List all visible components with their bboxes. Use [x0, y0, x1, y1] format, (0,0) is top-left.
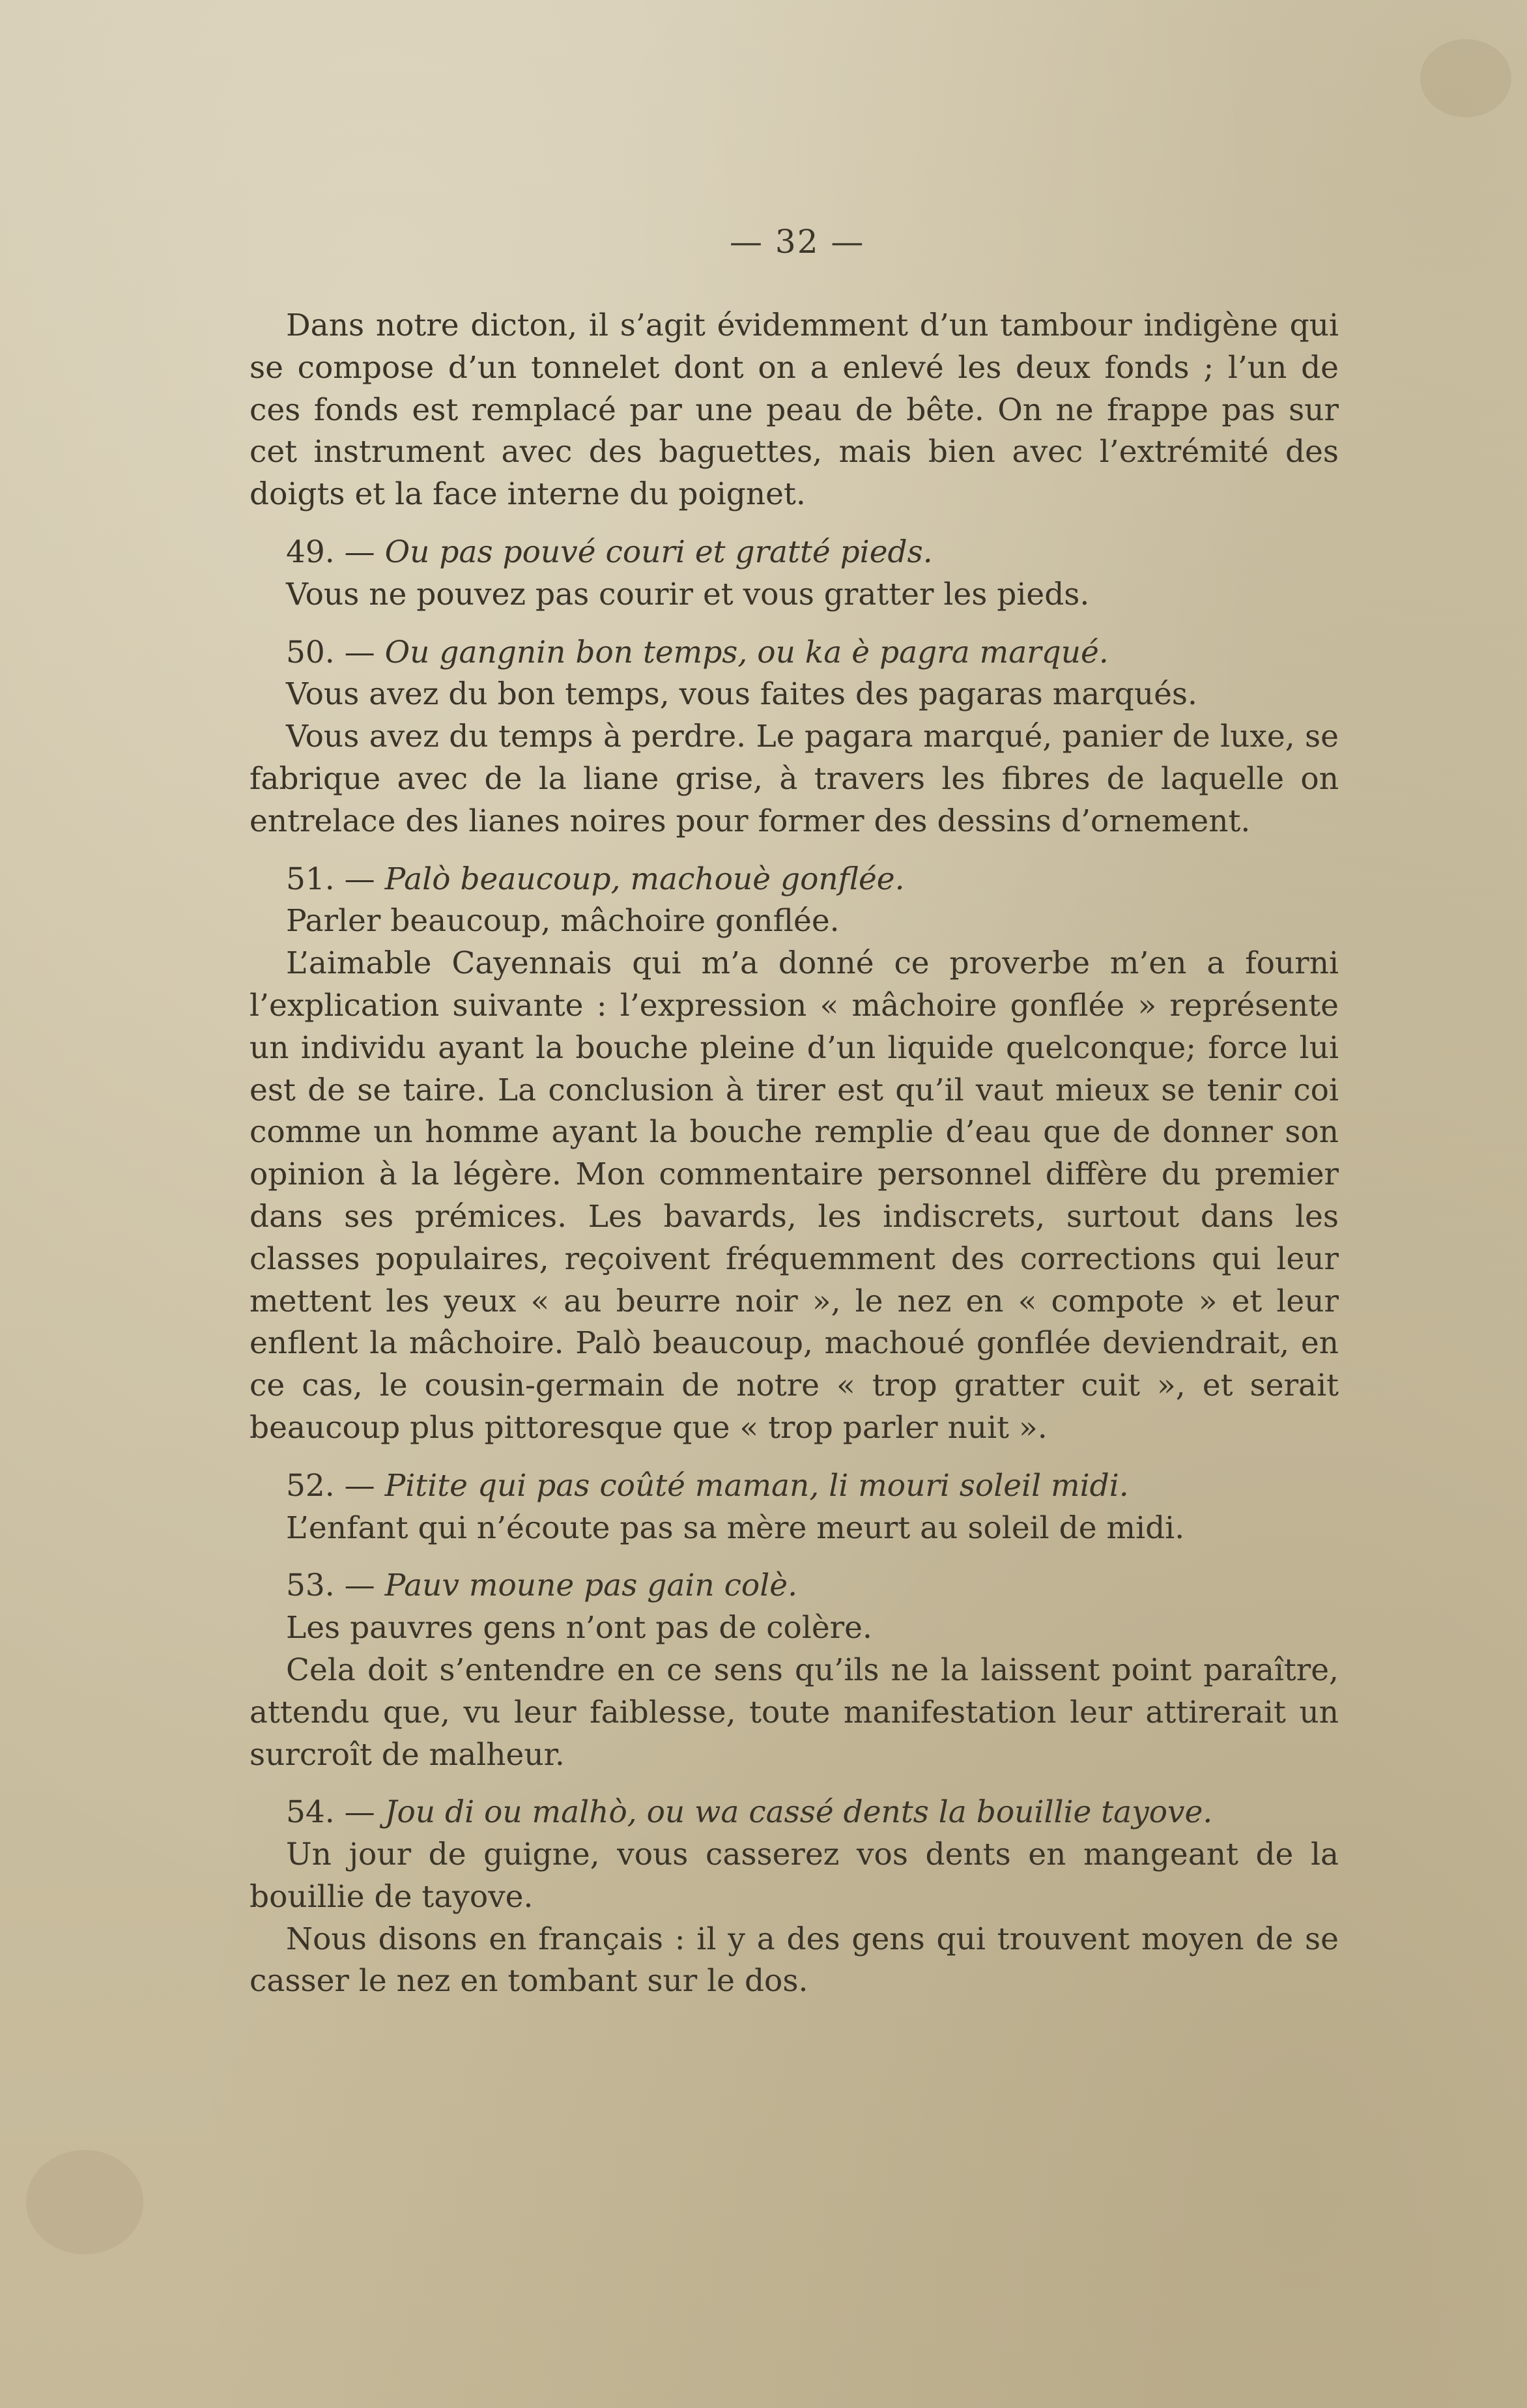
- proverb-number: 53. —: [286, 1568, 375, 1604]
- proverb-translation: L’enfant qui n’écoute pas sa mère meurt au soleil de midi.: [286, 1510, 1185, 1546]
- paper-stain: [26, 2150, 143, 2254]
- page-number: — 32 —: [730, 223, 865, 261]
- proverb-number: 51. —: [286, 861, 375, 897]
- page-text: [250, 305, 1339, 2003]
- proverb-translation: Vous ne pouvez pas courir et vous gratter les pieds.: [286, 576, 1090, 612]
- proverb-creole: Ou gangnin bon temps, ou ka è pagra marqué.: [384, 634, 1109, 670]
- proverb-heading: [250, 1565, 1339, 1607]
- proverb-creole: Jou di ou malhò, ou wa cassé dents la bouillie tayove.: [384, 1794, 1213, 1831]
- proverb-entry-49: [250, 532, 1339, 616]
- proverb-translation: Vous avez du bon temps, vous faites des pagaras marqués.: [286, 676, 1197, 713]
- proverb-creole: Pitite qui pas coûté maman, li mouri soleil midi.: [384, 1467, 1129, 1504]
- proverb-number: 49. —: [286, 534, 375, 570]
- proverb-entry-50: [250, 632, 1339, 843]
- proverb-commentary: Vous avez du temps à perdre. Le pagara marqué, panier de luxe, se fabrique avec de la liane grise, à travers les fibres de laquelle on entrelace des lianes noires pour former des dessins d’ornement.: [250, 719, 1339, 839]
- proverb-heading: [250, 532, 1339, 574]
- proverb-translation: Un jour de guigne, vous casserez vos dents en mangeant de la bouillie de tayove.: [250, 1837, 1339, 1915]
- proverb-heading: [250, 632, 1339, 674]
- proverb-heading: [250, 1465, 1339, 1508]
- proverb-entry-51: [250, 859, 1339, 1450]
- proverb-entry-53: [250, 1565, 1339, 1776]
- proverb-commentary: Cela doit s’entendre en ce sens qu’ils ne la laissent point paraître, attendu que, vu leur faiblesse, toute manifestation leur attirerait un surcroît de malheur.: [250, 1652, 1339, 1773]
- intro-paragraph: Dans notre dicton, il s’agit évidemment d’un tambour indigène qui se compose d’un tonnelet dont on a enlevé les deux fonds ; l’un de ces fonds est remplacé par une peau de bête. On ne frappe pas sur cet instrument avec des baguettes, mais bien avec l’extrémité des doigts et la face interne du poignet.: [250, 308, 1339, 513]
- proverb-number: 54. —: [286, 1794, 375, 1831]
- proverb-number: 52. —: [286, 1467, 375, 1504]
- proverb-commentary: L’aimable Cayennais qui m’a donné ce proverbe m’en a fourni l’explication suivante : l’expression « mâchoire gonflée » représente un individu ayant la bouche pleine d’un liquide quelconque; force lui est de se taire. La conclusion à tirer est qu’il vaut mieux se tenir coi comme un homme ayant la bouche remplie d’eau que de donner son opinion à la légère. Mon commentaire personnel diffère du premier dans ses prémices. Les bavards, les indiscrets, surtout dans les classes populaires, reçoivent fréquemment des corrections qui leur mettent les yeux « au beurre noir », le nez en « compote » et leur enflent la mâchoire. Palò beaucoup, machoué gonflée deviendrait, en ce cas, le cousin-germain de notre « trop gratter cuit », et serait beaucoup plus pittoresque que « trop parler nuit ».: [250, 945, 1339, 1446]
- proverb-number: 50. —: [286, 634, 375, 670]
- proverb-creole: Ou pas pouvé couri et gratté pieds.: [384, 534, 933, 570]
- proverb-commentary: Nous disons en français : il y a des gens qui trouvent moyen de se casser le nez en tombant sur le dos.: [250, 1921, 1339, 2000]
- proverb-heading: [250, 859, 1339, 901]
- proverb-heading: [250, 1792, 1339, 1834]
- proverb-creole: Palò beaucoup, machouè gonflée.: [384, 861, 905, 897]
- proverb-translation: Les pauvres gens n’ont pas de colère.: [286, 1610, 872, 1646]
- proverb-translation: Parler beaucoup, mâchoire gonflée.: [286, 903, 840, 939]
- proverb-entry-52: [250, 1465, 1339, 1550]
- paper-stain: [1420, 39, 1511, 117]
- proverb-entry-54: [250, 1792, 1339, 2003]
- proverb-creole: Pauv moune pas gain colè.: [384, 1568, 798, 1604]
